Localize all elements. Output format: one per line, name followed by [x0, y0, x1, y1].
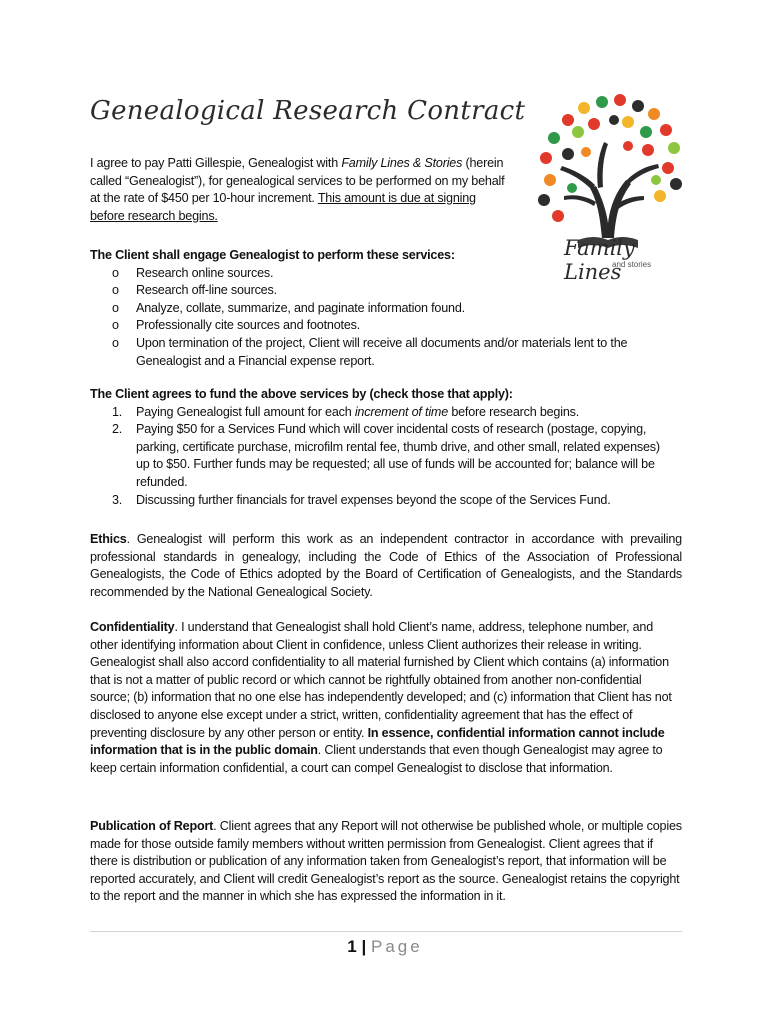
list-number: 2. [112, 422, 123, 437]
logo-brand-text: Family Lines [564, 236, 635, 284]
company-name: Family Lines & Stories [341, 156, 463, 170]
ethics-text: . Genealogist will perform this work as an independent contractor in accordance with prevailing professional standards in genealogy, including the Code of Ethics of the Association of Professional Genealogists, the Code of Ethics adopted by the Board of Certification of Genealogists, and the Standards recommended by the National Genealogical Society. [90, 532, 682, 599]
list-item: o Research online sources. [90, 265, 650, 283]
list-text: Paying Genealogist full amount for each [136, 404, 355, 419]
list-item: o Research off-line sources. [90, 282, 650, 300]
page-footer [0, 937, 770, 957]
list-number: 1. [112, 404, 123, 419]
funding-list [90, 404, 670, 510]
confidentiality-label: Confidentiality [90, 620, 175, 634]
list-number: 3. [112, 492, 123, 507]
confidentiality-emphasis: In essence, confidential information cannot include information that is in the public domain [90, 725, 665, 758]
funding-section [90, 386, 670, 509]
ethics-paragraph [90, 531, 682, 601]
intro-text-1: I agree to pay Patti Gillespie, Genealogist with [90, 156, 342, 170]
intro-text-2: (herein called “Genealogist”), for genealogical services to be performed on my behalf at the rate of $450 per 10-hour increment. [90, 156, 505, 206]
services-heading: The Client shall engage Genealogist to perform these services: [90, 248, 455, 262]
footer-divider [90, 931, 682, 932]
payment-due-note: This amount is due at signing before research begins. [90, 191, 476, 223]
intro-paragraph [90, 155, 510, 225]
confidentiality-text-end: . Client understands that even though Genealogist may agree to keep certain information confidential, a court can compel Genealogist to disclose that information. [90, 743, 663, 775]
list-item: o Analyze, collate, summarize, and paginate information found. [90, 300, 650, 318]
page-number: 1 [347, 937, 357, 956]
list-text: before research begins. [448, 404, 580, 419]
list-item [90, 404, 670, 422]
funding-heading: The Client agrees to fund the above services by (check those that apply): [90, 387, 513, 401]
page-separator: | [361, 937, 367, 956]
list-text: Paying $50 for a Services Fund which will cover incidental costs of research (postage, copying, parking, certificate purchase, microfilm rental fee, thumb drive, and other small, related expenses) up to $50. Further funds may be requested; all use of funds will be accounted for; balance will be refunded. [136, 422, 660, 489]
list-item: o Upon termination of the project, Client will receive all documents and/or materials lent to the Genealogist and a Financial expense report. [90, 335, 650, 370]
ethics-label: Ethics [90, 532, 127, 546]
confidentiality-paragraph [90, 619, 682, 777]
logo-tagline-text: and stories [612, 260, 652, 269]
list-item: o Professionally cite sources and footnotes. [90, 317, 650, 335]
list-text: Discussing further financials for travel expenses beyond the scope of the Services Fund. [136, 492, 611, 507]
list-item [90, 492, 670, 510]
list-item [90, 421, 670, 491]
publication-paragraph [90, 818, 682, 906]
confidentiality-text: . I understand that Genealogist shall hold Client’s name, address, telephone number, and other identifying information about Client in confidence, unless Client authorizes their release in writing. Genealogist shall also accord confidentiality to all material furnished by Client which contains (a) information that is not a matter of public record or which cannot be rightfully obtained from another non-confidential source; (b) information that no one else has independently developed; and (c) information that Client has not disclosed to anyone else except under a strict, written, confidentiality agreement that has the effect of preventing disclosure by any other person or entity. [90, 620, 672, 740]
services-list [90, 265, 650, 371]
document-title: Genealogical Research Contract [90, 96, 526, 126]
list-emphasis: increment of time [354, 404, 449, 419]
publication-text: . Client agrees that any Report will not otherwise be published whole, or multiple copies made for those outside family members without written permission from Genealogist. Client agrees that if there is distribution or publication of any information taken from Genealogist’s report, that information will be reported accurately, and Client will credit Genealogist’s report as the source. Genealogist retains the copyright to the report and the manner in which she has expressed the information in it. [90, 819, 682, 904]
services-section [90, 247, 650, 370]
page-label: Page [371, 937, 423, 956]
publication-label: Publication of Report [90, 819, 214, 833]
